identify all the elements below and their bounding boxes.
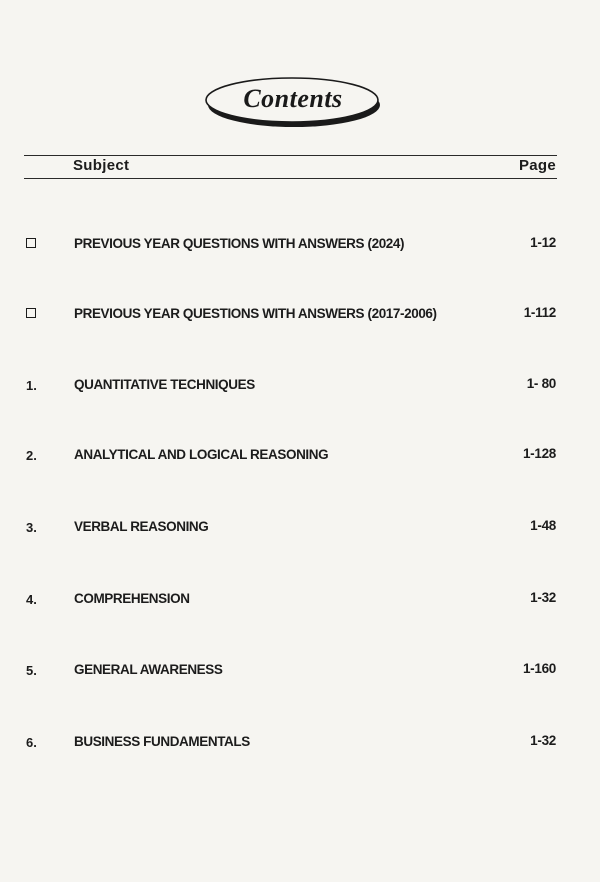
entry-subject: QUANTITATIVE TECHNIQUES xyxy=(74,377,255,392)
header-rule-top xyxy=(24,155,557,156)
entry-number: 6. xyxy=(26,735,37,750)
entry-subject: PREVIOUS YEAR QUESTIONS WITH ANSWERS (2024) xyxy=(74,236,405,251)
entry-subject: GENERAL AWARENESS xyxy=(74,662,223,677)
toc-entry xyxy=(0,590,600,610)
entry-subject: VERBAL REASONING xyxy=(74,519,209,534)
entry-subject: ANALYTICAL AND LOGICAL REASONING xyxy=(74,447,329,462)
toc-entry xyxy=(0,305,600,325)
entry-page: 1- 80 xyxy=(526,376,556,391)
entry-page: 1-128 xyxy=(522,446,556,461)
entry-number: 5. xyxy=(26,663,37,678)
entry-number: 2. xyxy=(26,448,37,463)
entry-page: 1-112 xyxy=(523,305,556,320)
column-header-subject: Subject xyxy=(73,157,130,174)
entry-page: 1-48 xyxy=(530,518,556,533)
entry-number: 3. xyxy=(26,520,37,535)
entry-number: 4. xyxy=(26,592,37,607)
page-title: Contents xyxy=(243,84,343,113)
toc-entry xyxy=(0,661,600,681)
header-rule-bottom xyxy=(24,178,557,179)
entry-subject: COMPREHENSION xyxy=(74,591,190,606)
contents-title-badge xyxy=(204,74,382,130)
toc-entry xyxy=(0,518,600,538)
toc-entry xyxy=(0,376,600,396)
toc-entry xyxy=(0,733,600,753)
entry-subject: PREVIOUS YEAR QUESTIONS WITH ANSWERS (2017-2006) xyxy=(74,306,437,321)
entry-page: 1-12 xyxy=(530,235,556,250)
entry-page: 1-32 xyxy=(530,733,556,748)
entry-page: 1-32 xyxy=(530,590,556,605)
checkbox-square-icon xyxy=(26,308,36,318)
entry-number: 1. xyxy=(26,378,37,393)
column-header-page: Page xyxy=(518,157,556,174)
toc-entry xyxy=(0,446,600,466)
checkbox-square-icon xyxy=(26,238,36,248)
toc-entry xyxy=(0,235,600,255)
entry-subject: BUSINESS FUNDAMENTALS xyxy=(74,734,250,749)
entry-page: 1-160 xyxy=(522,661,556,676)
